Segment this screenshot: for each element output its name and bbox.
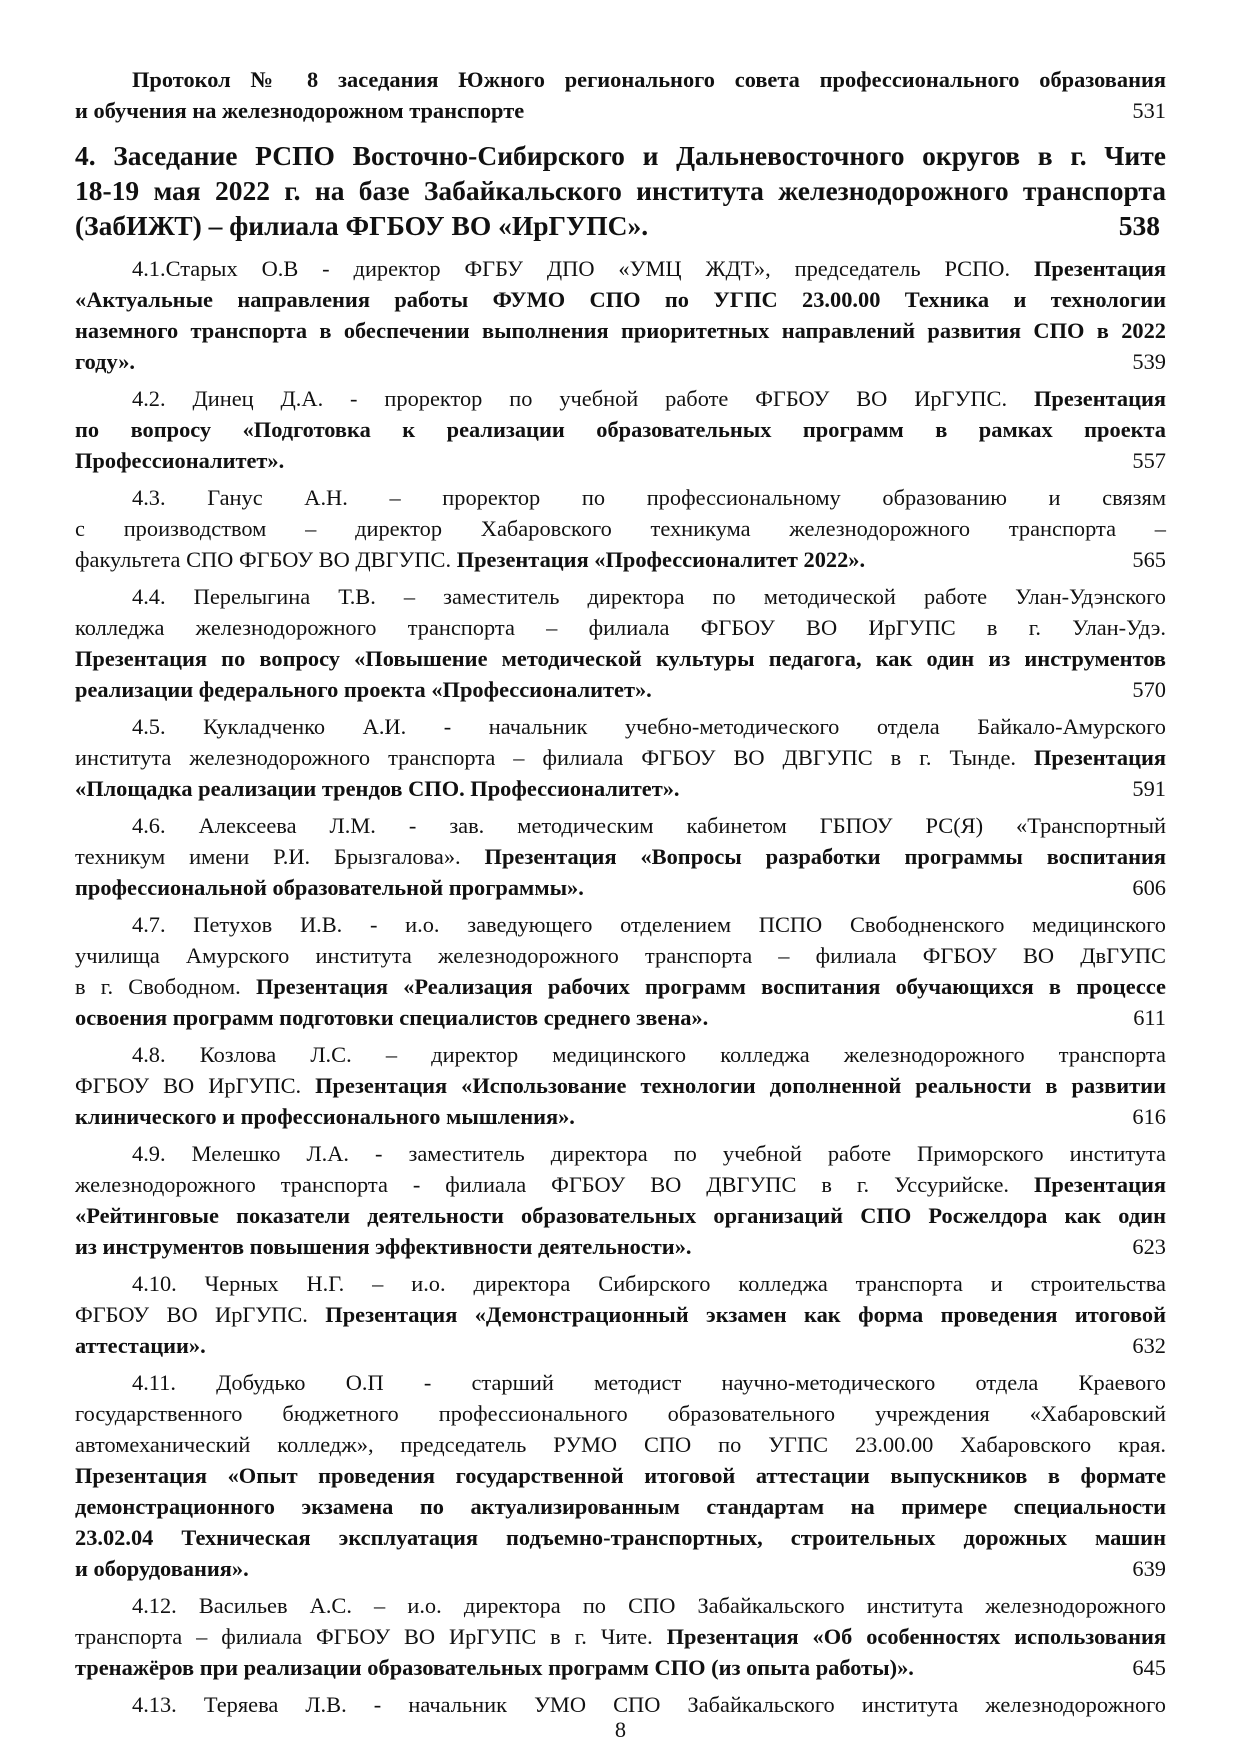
toc-line <box>75 1429 1166 1460</box>
toc-text-bold: Презентация <box>1033 256 1166 281</box>
page-number-ref: 565 <box>1132 547 1166 572</box>
toc-line <box>75 711 1166 742</box>
toc-line-last <box>75 1652 1166 1683</box>
toc-text: института железнодорожного транспорта – филиала ФГБОУ ВО ДВГУПС в г. Тынде. <box>75 745 1034 770</box>
toc-text-bold: Профессионалитет». <box>75 448 285 473</box>
toc-line <box>75 940 1166 971</box>
toc-text: 4.1.Старых О.В - директор ФГБУ ДПО «УМЦ ЖДТ», председатель РСПО. <box>132 256 1034 281</box>
page-number-ref: 538 <box>1118 210 1160 241</box>
toc-text-bold: Презентация «Реализация рабочих программ воспитания обучающихся в процессе <box>255 974 1166 999</box>
toc-line <box>75 1621 1166 1652</box>
toc-text: в г. Свободном. <box>75 974 256 999</box>
toc-line <box>75 1491 1166 1522</box>
toc-entry <box>75 1039 1166 1132</box>
toc-text: 4.7. Петухов И.В. - и.о. заведующего отделением ПСПО Свободненского медицинского <box>132 912 1166 937</box>
toc-line <box>75 315 1166 346</box>
page-number-ref: 531 <box>1132 98 1166 123</box>
page-number-ref: 645 <box>1132 1655 1166 1680</box>
toc-line <box>75 1070 1166 1101</box>
toc-text: 4.12. Васильев А.С. – и.о. директора по СПО Забайкальского института железнодорожного <box>132 1593 1166 1618</box>
section-heading <box>75 138 1166 243</box>
toc-entries <box>75 253 1166 1720</box>
heading-line: 18-19 мая 2022 г. на базе Забайкальского института железнодорожного транспорта <box>75 175 1166 206</box>
toc-line <box>75 1367 1166 1398</box>
toc-text-bold: «Рейтинговые показатели деятельности образовательных организаций СПО Росжелдора как один <box>75 1203 1166 1228</box>
toc-text: 4.11. Добудько О.П - старший методист научно-методического отдела Краевого <box>132 1370 1166 1395</box>
toc-line-last <box>75 1101 1166 1132</box>
toc-text-bold: освоения программ подготовки специалистов среднего звена». <box>75 1005 709 1030</box>
toc-text: 4.5. Кукладченко А.И. - начальник учебно-методического отдела Байкало-Амурского <box>132 714 1166 739</box>
toc-text-bold: аттестации». <box>75 1333 206 1358</box>
toc-entry <box>75 383 1166 476</box>
heading-line: 4. Заседание РСПО Восточно-Сибирского и Дальневосточного округов в г. Чите <box>75 140 1166 171</box>
toc-line <box>75 253 1166 284</box>
toc-text: железнодорожного транспорта - филиала ФГБОУ ВО ДВГУПС в г. Уссурийске. <box>75 1172 1034 1197</box>
toc-text-bold: Презентация по вопросу «Повышение методической культуры педагога, как один из инструментов <box>75 646 1166 671</box>
toc-text-bold: Презентация «Вопросы разработки программы воспитания <box>484 844 1166 869</box>
toc-text: 4.3. Ганус А.Н. – проректор по профессиональному образованию и связям <box>132 485 1166 510</box>
toc-entry <box>75 581 1166 705</box>
toc-text-bold: «Актуальные направления работы ФУМО СПО по УГПС 23.00.00 Техника и технологии <box>75 287 1166 312</box>
toc-text-bold: Презентация <box>1033 386 1166 411</box>
toc-line <box>75 1590 1166 1621</box>
toc-entry-protocol <box>75 64 1166 126</box>
toc-text: училища Амурского института железнодорожного транспорта – филиала ФГБОУ ВО ДвГУПС <box>75 943 1166 968</box>
toc-entry <box>75 909 1166 1033</box>
footer-page-number: 8 <box>614 1717 627 1742</box>
toc-text-bold: Презентация «Демонстрационный экзамен как форма проведения итоговой <box>325 1302 1166 1327</box>
toc-text: 4.4. Перелыгина Т.В. – заместитель директора по методической работе Улан-Удэнского <box>132 584 1166 609</box>
toc-entry <box>75 810 1166 903</box>
toc-line <box>75 414 1166 445</box>
toc-line <box>75 284 1166 315</box>
toc-entry <box>75 1367 1166 1584</box>
toc-text: 4.9. Мелешко Л.А. - заместитель директора по учебной работе Приморского института <box>132 1141 1166 1166</box>
toc-text: транспорта – филиала ФГБОУ ВО ИрГУПС в г. Чите. <box>75 1624 667 1649</box>
toc-text-bold: 23.02.04 Техническая эксплуатация подъемно-транспортных, строительных дорожных машин <box>75 1525 1166 1550</box>
toc-entry <box>75 482 1166 575</box>
toc-text-bold: клинического и профессионального мышления». <box>75 1104 575 1129</box>
toc-text-bold: Презентация <box>1033 1172 1166 1197</box>
toc-line-last <box>75 95 1166 126</box>
toc-text: 4.2. Динец Д.А. - проректор по учебной работе ФГБОУ ВО ИрГУПС. <box>132 386 1034 411</box>
toc-line-last <box>75 544 1166 575</box>
toc-line <box>75 581 1166 612</box>
document-page <box>75 64 1166 1720</box>
toc-text: техникум имени Р.И. Брызгалова». <box>75 844 485 869</box>
toc-text-bold: тренажёров при реализации образовательных программ СПО (из опыта работы)». <box>75 1655 914 1680</box>
toc-line <box>75 513 1166 544</box>
heading-line-last <box>75 208 1166 243</box>
page-number-ref: 632 <box>1132 1333 1166 1358</box>
toc-text-bold: «Площадка реализации трендов СПО. Профессионалитет». <box>75 776 680 801</box>
page-number-ref: 623 <box>1132 1234 1166 1259</box>
toc-entry <box>75 1138 1166 1262</box>
toc-text: факультета СПО ФГБОУ ВО ДВГУПС. <box>75 547 457 572</box>
toc-line-last <box>75 445 1166 476</box>
toc-text-bold: реализации федерального проекта «Профессионалитет». <box>75 677 652 702</box>
toc-entry <box>75 711 1166 804</box>
toc-line-last <box>75 1231 1166 1262</box>
toc-text: ФГБОУ ВО ИрГУПС. <box>75 1073 316 1098</box>
toc-line-last <box>75 872 1166 903</box>
toc-text-bold: наземного транспорта в обеспечении выполнения приоритетных направлений развития СПО в 2022 <box>75 318 1166 343</box>
toc-line <box>75 612 1166 643</box>
toc-text-bold: Презентация «Опыт проведения государственной итоговой аттестации выпускников в формате <box>75 1463 1166 1488</box>
toc-line <box>75 1268 1166 1299</box>
toc-text: 4.13. Теряева Л.В. - начальник УМО СПО Забайкальского института железнодорожного <box>132 1692 1166 1717</box>
toc-text-bold: Презентация «Использование технологии дополненной реальности в развитии <box>315 1073 1166 1098</box>
toc-line <box>75 1522 1166 1553</box>
toc-line-last <box>75 1002 1166 1033</box>
toc-line-last <box>75 1330 1166 1361</box>
toc-text: 4.6. Алексеева Л.М. - зав. методическим кабинетом ГБПОУ РС(Я) «Транспортный <box>132 813 1166 838</box>
toc-line <box>75 1460 1166 1491</box>
toc-text-bold: Презентация «Об особенностях использования <box>666 1624 1166 1649</box>
toc-line <box>75 909 1166 940</box>
toc-line: Протокол № 8 заседания Южного регионального совета профессионального образования <box>132 67 1166 92</box>
heading-text: (ЗабИЖТ) – филиала ФГБОУ ВО «ИрГУПС». <box>75 210 649 241</box>
page-number-ref: 611 <box>1133 1005 1166 1030</box>
toc-text: автомеханический колледж», председатель РУМО СПО по УГПС 23.00.00 Хабаровского края. <box>75 1432 1166 1457</box>
toc-line <box>75 1039 1166 1070</box>
page-number-ref: 606 <box>1132 875 1166 900</box>
page-number-ref: 557 <box>1132 448 1166 473</box>
toc-entry <box>75 1590 1166 1683</box>
toc-text: с производством – директор Хабаровского техникума железнодорожного транспорта – <box>75 516 1166 541</box>
toc-text-bold: из инструментов повышения эффективности деятельности». <box>75 1234 692 1259</box>
toc-line <box>75 971 1166 1002</box>
page-number-ref: 616 <box>1132 1104 1166 1129</box>
toc-text: государственного бюджетного профессионального образовательного учреждения «Хабаровский <box>75 1401 1166 1426</box>
toc-line-last <box>75 674 1166 705</box>
toc-text: и обучения на железнодорожном транспорте <box>75 98 525 123</box>
toc-line <box>75 1200 1166 1231</box>
page-number-ref: 539 <box>1132 349 1166 374</box>
toc-entry <box>75 253 1166 377</box>
page-number-ref: 570 <box>1132 677 1166 702</box>
page-number-ref: 591 <box>1132 776 1166 801</box>
toc-line <box>75 742 1166 773</box>
toc-line <box>75 643 1166 674</box>
toc-text: 4.10. Черных Н.Г. – и.о. директора Сибирского колледжа транспорта и строительства <box>132 1271 1166 1296</box>
toc-line <box>75 1169 1166 1200</box>
toc-line <box>75 383 1166 414</box>
page-number-ref: 639 <box>1132 1556 1166 1581</box>
toc-line-last <box>75 346 1166 377</box>
toc-text: ФГБОУ ВО ИрГУПС. <box>75 1302 326 1327</box>
toc-text-bold: демонстрационного экзамена по актуализированным стандартам на примере специальности <box>75 1494 1166 1519</box>
toc-line <box>75 1299 1166 1330</box>
toc-line <box>75 841 1166 872</box>
toc-text-bold: Презентация <box>1033 745 1166 770</box>
toc-text-bold: году». <box>75 349 136 374</box>
toc-text-bold: по вопросу «Подготовка к реализации образовательных программ в рамках проекта <box>75 417 1166 442</box>
toc-text-bold: профессиональной образовательной программы». <box>75 875 584 900</box>
toc-line <box>75 1138 1166 1169</box>
toc-line-last <box>75 773 1166 804</box>
toc-text-bold: Презентация «Профессионалитет 2022». <box>456 547 866 572</box>
toc-text: колледжа железнодорожного транспорта – филиала ФГБОУ ВО ИрГУПС в г. Улан-Удэ. <box>75 615 1166 640</box>
toc-entry <box>75 1268 1166 1361</box>
toc-line <box>75 810 1166 841</box>
toc-text-bold: и оборудования». <box>75 1556 249 1581</box>
toc-line <box>75 1398 1166 1429</box>
toc-text: 4.8. Козлова Л.С. – директор медицинского колледжа железнодорожного транспорта <box>132 1042 1166 1067</box>
toc-line <box>75 482 1166 513</box>
toc-line-last <box>75 1553 1166 1584</box>
